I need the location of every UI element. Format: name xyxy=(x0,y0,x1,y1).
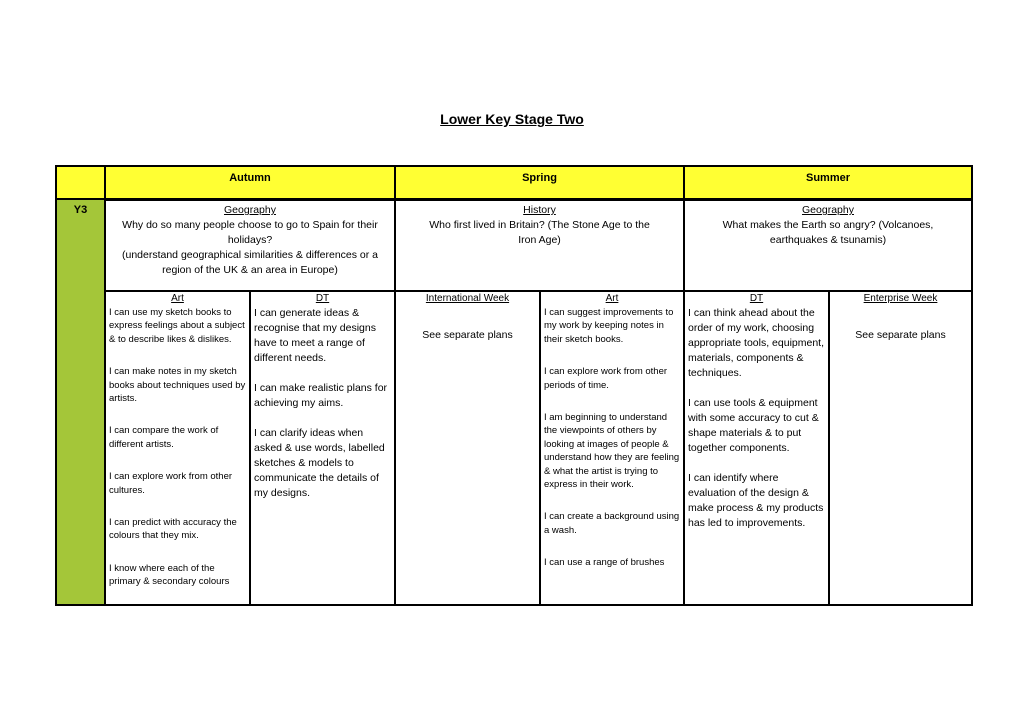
summer-dt-item: I can identify where evaluation of the design & make process & my products has led to improvements. xyxy=(688,472,824,529)
autumn-dt-cell xyxy=(249,290,396,606)
spring-art-item: I am beginning to understand the viewpoints of others by looking at images of people & understand how they are feeling & what the artist is trying to express in their work. xyxy=(544,412,680,491)
summer-enterprise-cell xyxy=(828,290,973,606)
topic-spring-subject: History xyxy=(523,204,556,216)
autumn-dt-heading: DT xyxy=(315,293,330,304)
summer-dt-item: I can think ahead about the order of my work, choosing appropriate tools, equipment, materials, components & techniques. xyxy=(688,307,825,379)
year-label: Y3 xyxy=(55,198,106,606)
autumn-dt-item: I can clarify ideas when asked & use words, labelled sketches & models to communicate the details of my designs. xyxy=(254,427,385,499)
summer-dt-item: I can use tools & equipment with some accuracy to cut & shape materials & to put together components. xyxy=(688,397,819,454)
summer-dt-heading: DT xyxy=(749,293,764,304)
topic-autumn-subject: Geography xyxy=(224,204,276,216)
topic-autumn-detail: (understand geographical similarities & differences or a region of the UK & an area in Europe) xyxy=(121,249,379,276)
topic-spring xyxy=(394,200,685,292)
curriculum-table xyxy=(55,165,973,606)
autumn-art-item: I can make notes in my sketch books about techniques used by artists. xyxy=(109,366,246,405)
autumn-dt-item: I can make realistic plans for achieving my aims. xyxy=(254,382,388,409)
topic-summer-subject: Geography xyxy=(802,204,854,216)
spring-art-item: I can create a background using a wash. xyxy=(544,511,680,536)
autumn-art-item: I can predict with accuracy the colours that they mix. xyxy=(109,517,237,542)
autumn-art-item: I can use my sketch books to express feelings about a subject & to describe likes & dislikes. xyxy=(109,307,245,345)
spring-art-item: I can suggest improvements to my work by keeping notes in their sketch books. xyxy=(544,307,674,345)
term-header-spring: Spring xyxy=(394,165,685,200)
spring-intl-note: See separate plans xyxy=(422,329,513,341)
topic-autumn xyxy=(104,200,396,292)
term-header-summer: Summer xyxy=(683,165,973,200)
spring-intl-heading: International Week xyxy=(425,293,510,304)
topic-summer-question: What makes the Earth so angry? (Volcanoes, earthquakes & tsunamis) xyxy=(722,219,934,246)
topic-summer xyxy=(683,200,973,292)
spring-art-item: I can explore work from other periods of time. xyxy=(544,366,668,391)
term-header-autumn: Autumn xyxy=(104,165,396,200)
topic-autumn-question: Why do so many people choose to go to Spain for their holidays? xyxy=(122,219,378,246)
autumn-art-item: I can explore work from other cultures. xyxy=(109,471,233,496)
autumn-art-cell xyxy=(104,290,251,606)
summer-enterprise-heading: Enterprise Week xyxy=(863,293,938,304)
corner-cell xyxy=(55,165,106,200)
page-title: Lower Key Stage Two xyxy=(440,111,584,127)
autumn-art-item: I know where each of the primary & secondary colours xyxy=(109,562,230,588)
topic-spring-question: Who first lived in Britain? (The Stone Age to the Iron Age) xyxy=(429,219,650,246)
summer-dt-cell xyxy=(683,290,830,606)
spring-intl-cell xyxy=(394,290,541,606)
autumn-art-item: I can compare the work of different artists. xyxy=(109,425,219,450)
summer-enterprise-note: See separate plans xyxy=(855,329,946,341)
spring-art-cell xyxy=(539,290,685,606)
spring-art-heading: Art xyxy=(605,293,619,304)
spring-art-item: I can use a range of brushes xyxy=(544,557,665,569)
autumn-dt-item: I can generate ideas & recognise that my designs have to meet a range of different needs. xyxy=(254,307,376,364)
autumn-art-heading: Art xyxy=(171,293,184,304)
